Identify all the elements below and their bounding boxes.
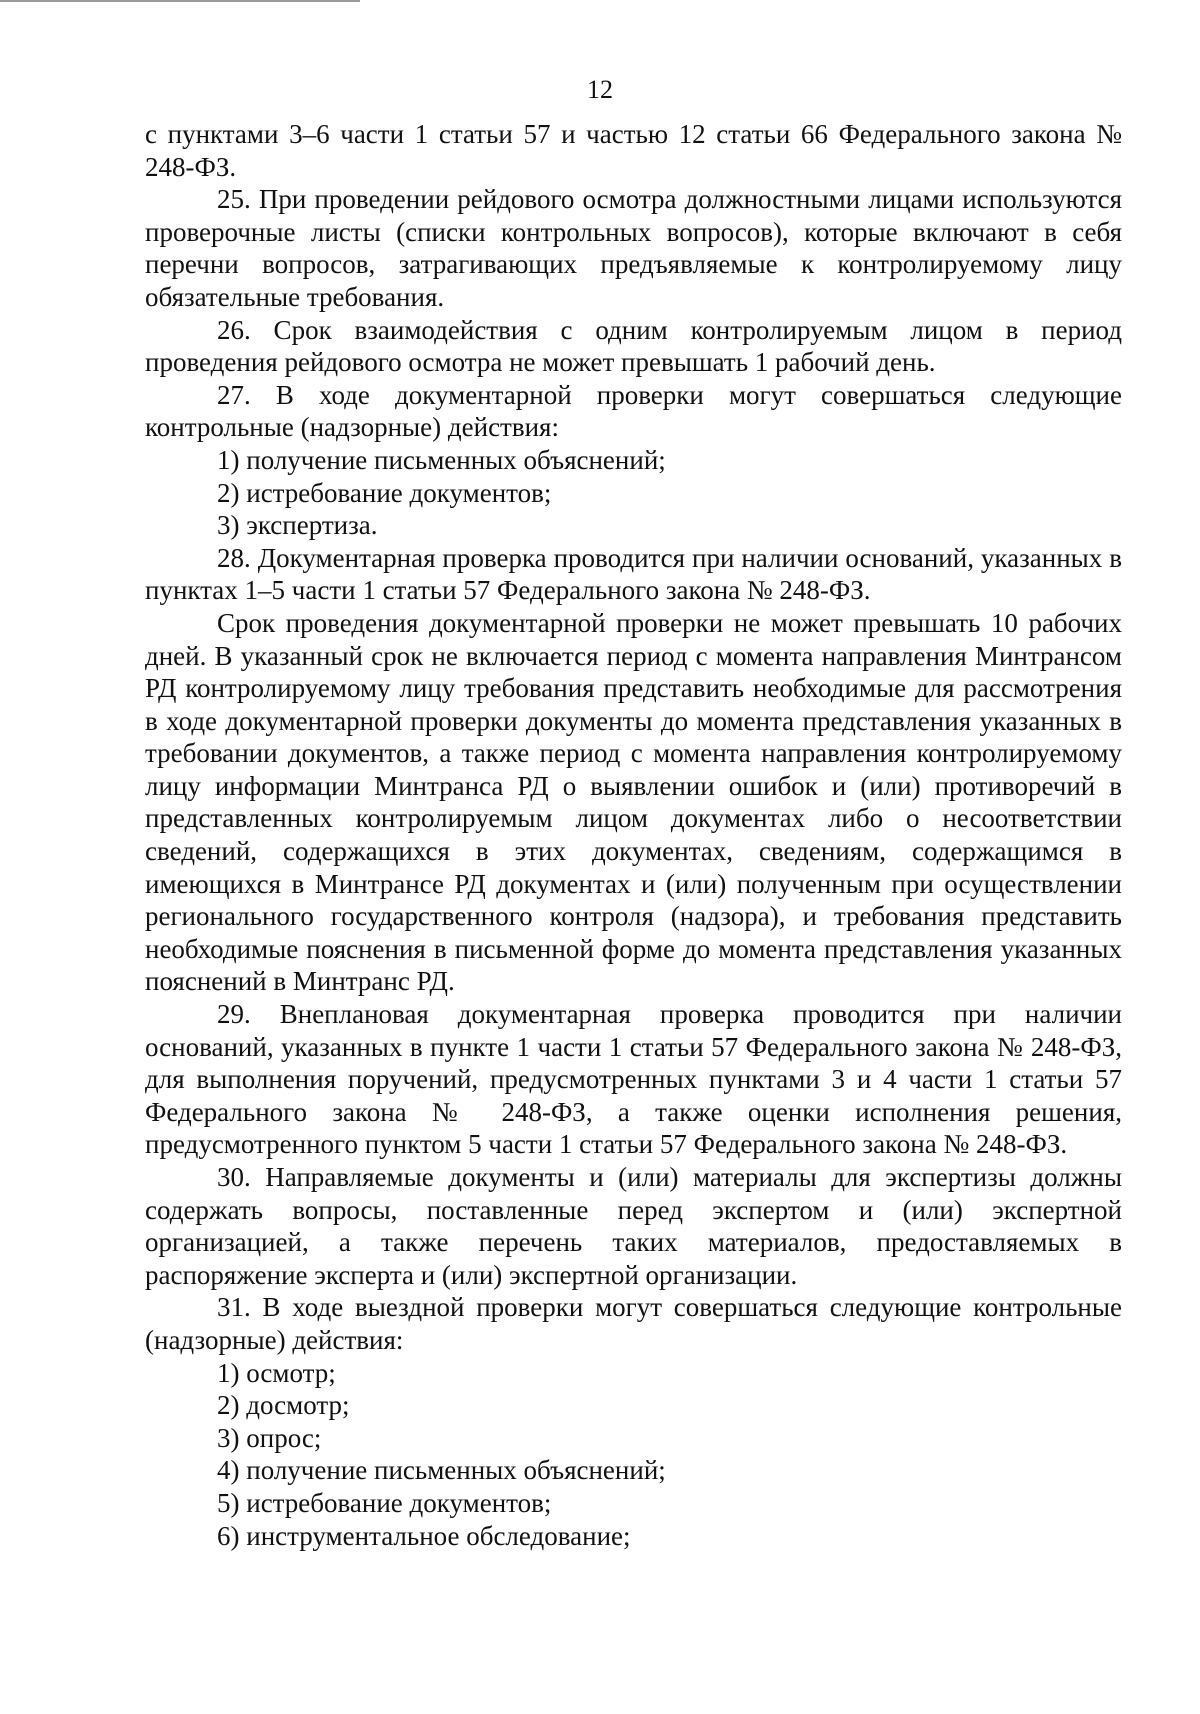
scan-edge-line: [0, 0, 360, 2]
paragraph-28-term: Срок проведения документарной проверки не может превышать 10 рабочих дней. В указанный срок не включается период с момента направления Минтрансом РД контролируемому лицу требования представить необходимые для рассмотрения в ходе документарной проверки документы до момента представления указанных в требовании документов, а также период с момента направления контролируемому лицу информации Минтранса РД о выявлении ошибок и (или) противоречий в представленных контролируемым лицом документах либо о несоответствии сведений, содержащихся в этих документах, сведениям, содержащимся в имеющихся в Минтрансе РД документах и (или) полученным при осуществлении регионального государственного контроля (надзора), и требования представить необходимые пояснения в письменной форме до момента представления указанных пояснений в Минтранс РД.: [145, 607, 1122, 997]
paragraph-25: 25. При проведении рейдового осмотра должностными лицами используются проверочные листы (списки контрольных вопросов), которые включают в себя перечни вопросов, затрагивающих предъявляемые к контролируемому лицу обязательные требования.: [145, 184, 1122, 312]
paragraph-29: 29. Внеплановая документарная проверка проводится при наличии оснований, указанных в пункте 1 части 1 статьи 57 Федерального закона № 248-ФЗ, для выполнения поручений, предусмотренных пунктами 3 и 4 части 1 статьи 57 Федерального закона № 248-ФЗ, а также оценки исполнения решения, предусмотренного пунктом 5 части 1 статьи 57 Федерального закона № 248-ФЗ.: [145, 999, 1122, 1160]
list-item: 6) инструментальное обследование;: [217, 1520, 631, 1551]
list-item: 4) получение письменных объяснений;: [217, 1455, 666, 1486]
document-body: [145, 118, 1122, 1552]
list-item: 3) опрос;: [217, 1422, 322, 1453]
paragraph-31: 31. В ходе выездной проверки могут совершаться следующие контрольные (надзорные) действия:: [145, 1292, 1122, 1355]
page-number: 12: [587, 75, 613, 104]
paragraph-26: 26. Срок взаимодействия с одним контролируемым лицом в период проведения рейдового осмотра не может превышать 1 рабочий день.: [145, 314, 1122, 378]
list-item: 1) осмотр;: [217, 1357, 336, 1388]
paragraph-28: 28. Документарная проверка проводится при наличии оснований, указанных в пунктах 1–5 части 1 статьи 57 Федерального закона № 248-ФЗ.: [145, 542, 1122, 606]
list-item: 1) получение письменных объяснений;: [217, 444, 666, 475]
list-item: 2) истребование документов;: [217, 477, 552, 508]
list-item: 2) досмотр;: [217, 1390, 350, 1421]
list-item: 3) экспертиза.: [217, 510, 378, 541]
paragraph-27: 27. В ходе документарной проверки могут совершаться следующие контрольные (надзорные) действия:: [145, 379, 1122, 443]
paragraph-30: 30. Направляемые документы и (или) материалы для экспертизы должны содержать вопросы, поставленные перед экспертом и (или) экспертной организацией, а также перечень таких материалов, предоставляемых в распоряжение эксперта и (или) экспертной организации.: [145, 1162, 1122, 1290]
paragraph-continuation: с пунктами 3–6 части 1 статьи 57 и частью 12 статьи 66 Федерального закона № 248-ФЗ.: [145, 119, 1122, 182]
list-item: 5) истребование документов;: [217, 1487, 552, 1518]
